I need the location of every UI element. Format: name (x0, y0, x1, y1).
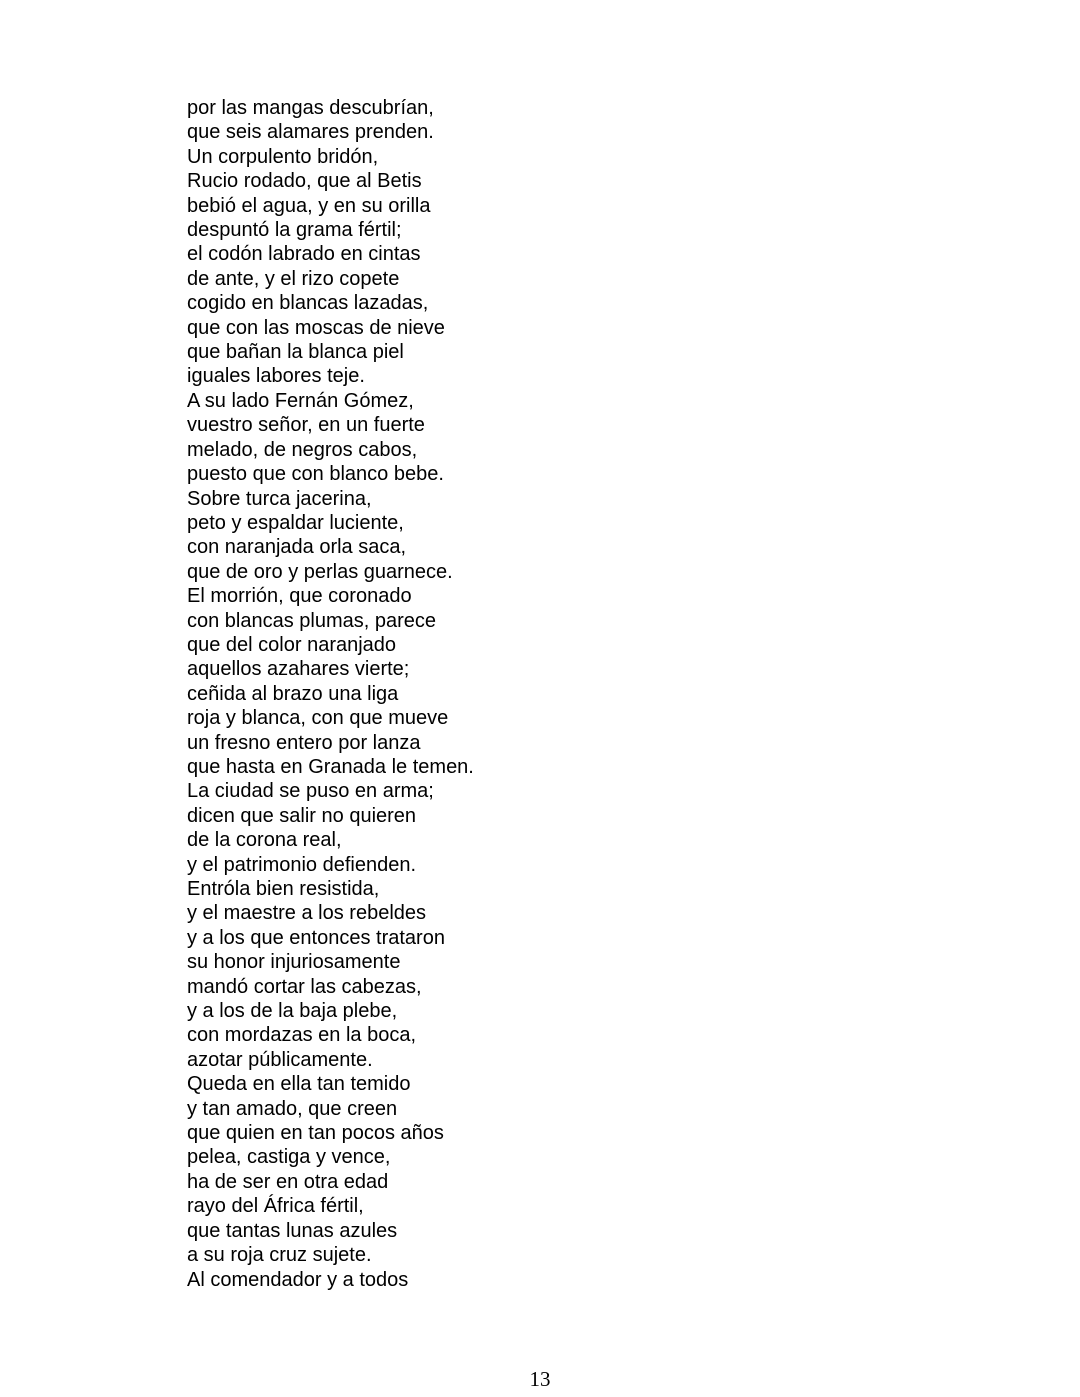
verse-line: el codón labrado en cintas (187, 243, 421, 266)
verse-line: a su roja cruz sujete. (187, 1244, 372, 1267)
verse-line: bebió el agua, y en su orilla (187, 194, 431, 217)
verse-line: y a los que entonces trataron (187, 926, 445, 949)
verse-line: y tan amado, que creen (187, 1097, 398, 1120)
verse-line: peto y espaldar luciente, (187, 511, 404, 534)
verse-line: Queda en ella tan temido (187, 1073, 411, 1096)
verse-line: con mordazas en la boca, (187, 1024, 417, 1047)
verse-line: de ante, y el rizo copete (187, 267, 400, 290)
page-number: 13 (529, 1367, 551, 1391)
verse-line: Un corpulento bridón, (187, 145, 379, 168)
verse-line: con naranjada orla saca, (187, 536, 407, 559)
verse-line: ceñida al brazo una liga (187, 682, 399, 705)
verse-line: que del color naranjado (187, 633, 397, 656)
verse-block (187, 96, 474, 1292)
verse-line: por las mangas descubrían, (187, 97, 434, 119)
verse-line: que tantas lunas azules (187, 1219, 398, 1242)
verse-line: cogido en blancas lazadas, (187, 292, 429, 315)
verse-line: melado, de negros cabos, (187, 438, 418, 461)
verse-line: Entróla bien resistida, (187, 878, 380, 900)
verse-line: y a los de la baja plebe, (187, 1000, 398, 1023)
verse-line: de la corona real, (187, 829, 342, 852)
verse-line: iguales labores teje. (187, 365, 365, 388)
verse-line: mandó cortar las cabezas, (187, 975, 422, 998)
verse-line: pelea, castiga y vence, (187, 1146, 391, 1169)
verse-line: un fresno entero por lanza (187, 731, 421, 754)
verse-line: vuestro señor, en un fuerte (187, 414, 425, 437)
verse-line: Sobre turca jacerina, (187, 487, 372, 510)
verse-line: azotar públicamente. (187, 1048, 373, 1071)
verse-line: La ciudad se puso en arma; (187, 780, 434, 803)
verse-line: aquellos azahares vierte; (187, 658, 410, 681)
verse-line: ha de ser en otra edad (187, 1170, 389, 1193)
verse-line: su honor injuriosamente (187, 951, 401, 974)
verse-line: puesto que con blanco bebe. (187, 463, 444, 486)
verse-line: con blancas plumas, parece (187, 609, 437, 632)
verse-line: que con las moscas de nieve (187, 316, 445, 339)
verse-line: dicen que salir no quieren (187, 804, 417, 827)
verse-line: y el maestre a los rebeldes (187, 902, 427, 925)
verse-line: El morrión, que coronado (187, 585, 412, 608)
verse-line: y el patrimonio defienden. (187, 853, 417, 876)
verse-line: despuntó la grama fértil; (187, 219, 402, 242)
verse-line: roja y blanca, con que mueve (187, 707, 449, 730)
verse-line: rayo del África fértil, (187, 1195, 364, 1218)
verse-line: que hasta en Granada le temen. (187, 755, 474, 778)
verse-line: Rucio rodado, que al Betis (187, 170, 422, 193)
verse-line: A su lado Fernán Gómez, (187, 389, 414, 412)
verse-line: que seis alamares prenden. (187, 121, 434, 144)
verse-line: que bañan la blanca piel (187, 341, 404, 364)
verse-line: que quien en tan pocos años (187, 1122, 444, 1145)
verse-line: Al comendador y a todos (187, 1268, 409, 1291)
verse-line: que de oro y perlas guarnece. (187, 560, 453, 583)
